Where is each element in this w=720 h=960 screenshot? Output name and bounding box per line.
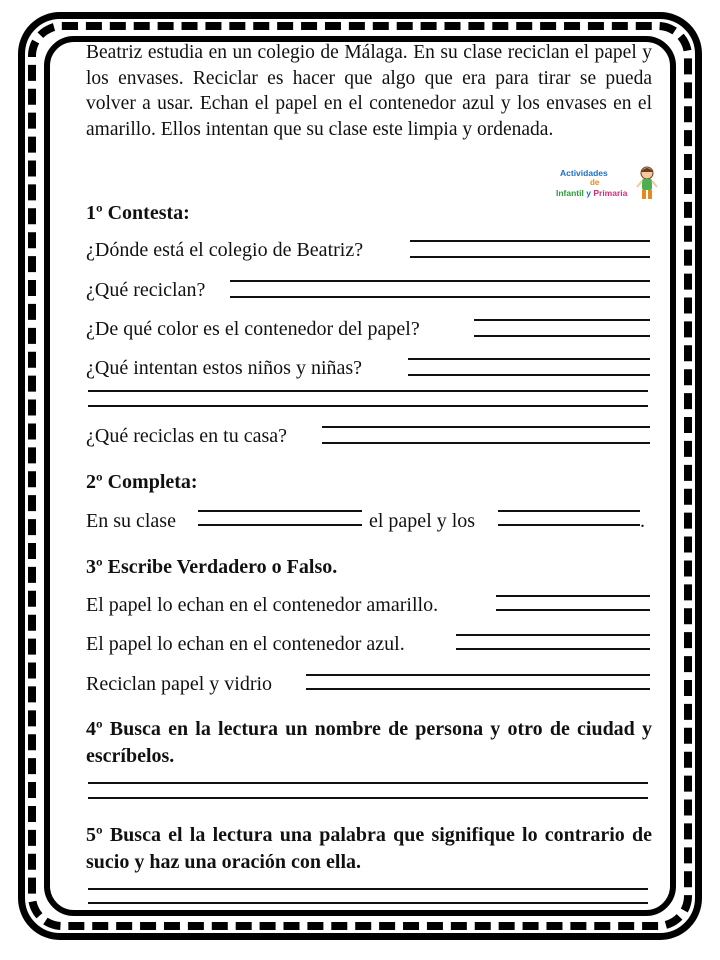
answer-line[interactable]	[474, 319, 650, 337]
section3-heading: 3º Escribe Verdadero o Falso.	[86, 556, 338, 578]
blank-line[interactable]	[198, 510, 362, 526]
question-text: ¿Dónde está el colegio de Beatriz?	[86, 239, 364, 261]
answer-line[interactable]	[230, 280, 650, 298]
section2-heading: 2º Completa:	[86, 471, 198, 493]
question-row	[86, 356, 362, 380]
child-mascot-icon	[636, 166, 658, 202]
section5-instruction: 5º Busca el la lectura una palabra que signifique lo contrario de sucio y haz una oración con ella.	[86, 824, 652, 873]
answer-line[interactable]	[88, 390, 648, 407]
statement-row	[86, 672, 272, 696]
statement-row	[86, 632, 405, 656]
question-row	[86, 278, 205, 302]
question-text: ¿Qué intentan estos niños y niñas?	[86, 357, 363, 379]
section1-heading: 1º Contesta:	[86, 202, 190, 224]
answer-line[interactable]	[408, 358, 650, 376]
intro-text: Beatriz estudia en un colegio de Málaga. En su clase reciclan el papel y los envases. Reciclar es hacer que algo que era para tirar se pueda volver a usar. Echan el papel en el contenedor azul y los envases en el amarillo. Ellos intentan que su clase este limpia y ordenada.	[86, 42, 652, 140]
answer-line[interactable]	[322, 426, 650, 444]
answer-line[interactable]	[496, 595, 650, 611]
sentence-part2: el papel y los	[369, 510, 476, 532]
answer-line[interactable]	[306, 674, 650, 690]
question-row	[86, 424, 287, 448]
answer-line[interactable]	[88, 782, 648, 799]
blank-line[interactable]	[498, 510, 640, 526]
section4-instruction: 4º Busca en la lectura un nombre de persona y otro de ciudad y escríbelos.	[86, 718, 652, 767]
question-text: ¿Qué reciclas en tu casa?	[86, 425, 287, 447]
logo-line1: Actividades	[560, 168, 608, 178]
statement-row	[86, 593, 438, 617]
reading-passage	[86, 40, 652, 142]
complete-sentence-row-2	[369, 509, 475, 533]
logo-line3: Infantil y Primaria	[556, 188, 628, 198]
site-logo	[556, 166, 660, 204]
question-row	[86, 317, 420, 341]
question-text: ¿De qué color es el contenedor del papel?	[86, 318, 420, 340]
question-row	[86, 238, 363, 262]
logo-line2: de	[590, 178, 600, 187]
sentence-end: .	[640, 510, 645, 532]
sentence-part1: En su clase	[86, 510, 176, 532]
statement-text: Reciclan papel y vidrio	[86, 673, 273, 695]
answer-line[interactable]	[456, 634, 650, 650]
answer-line[interactable]	[410, 240, 650, 258]
question-text: ¿Qué reciclan?	[86, 279, 206, 301]
statement-text: El papel lo echan en el contenedor azul.	[86, 633, 405, 655]
statement-text: El papel lo echan en el contenedor amarillo.	[86, 594, 439, 616]
complete-sentence-row	[86, 509, 176, 533]
answer-line[interactable]	[88, 888, 648, 904]
